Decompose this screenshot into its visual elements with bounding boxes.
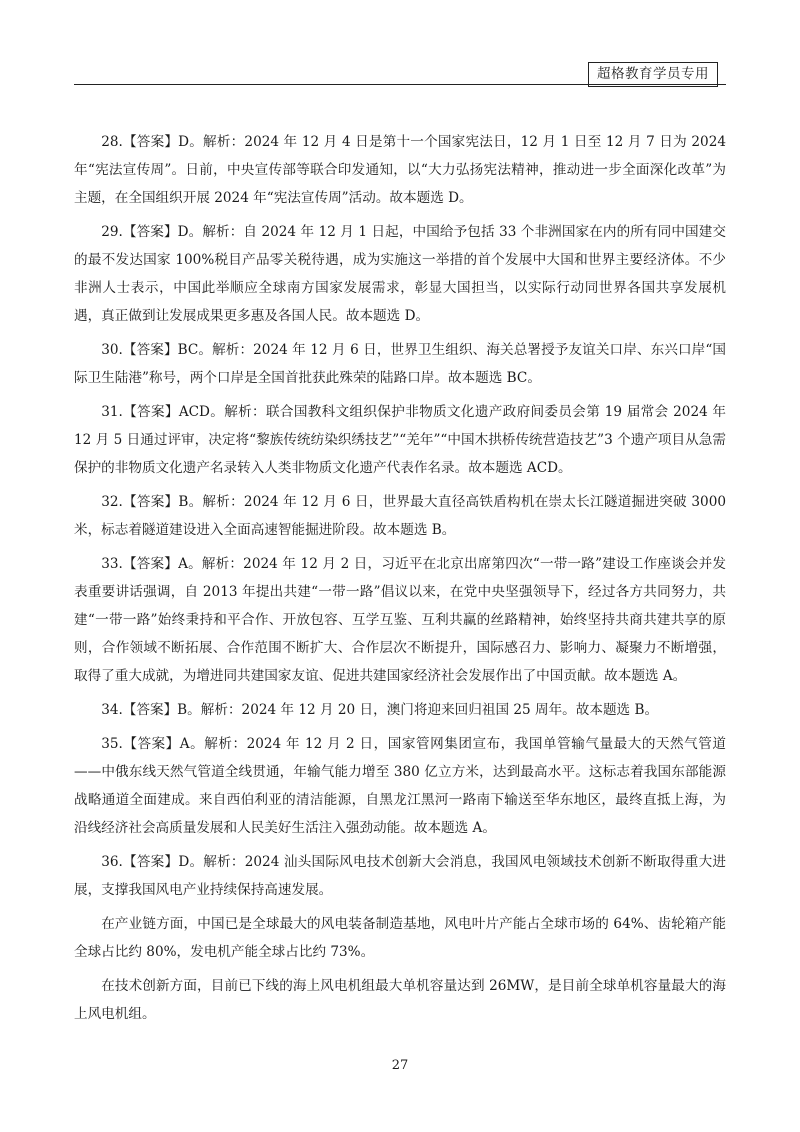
paragraph-q29: 29.【答案】D。解析：自 2024 年 12 月 1 日起，中国给予包括 33 个非洲国家在内的所有同中国建交的最不发达国家 100%税目产品零关税待遇，成为实施这一举措的首个发展中大国和世界主要经济体。不少非洲人士表示，中国此举顺应全球南方国家发展需求，彰显大国担当，以实际行动同世界各国共享发展机遇，真正做到让发展成果更多惠及各国人民。故本题选 D。 (74, 224, 726, 324)
paragraph-q33: 33.【答案】A。解析：2024 年 12 月 2 日，习近平在北京出席第四次“一带一路”建设工作座谈会并发表重要讲话强调，自 2013 年提出共建“一带一路”倡议以来，在党中央坚强领导下，经过各方共同努力，共建“一带一路”始终秉持和平合作、开放包容、互学互鉴、互利共赢的丝路精神，始终坚持共商共建共享的原则，合作领域不断拓展、合作范围不断扩大、合作层次不断提升，国际感召力、影响力、凝聚力不断增强，取得了重大成就，为增进同共建国家友谊、促进共建国家经济社会发展作出了中国贡献。故本题选 A。 (74, 556, 726, 684)
paragraph-q30: 30.【答案】BC。解析：2024 年 12 月 6 日，世界卫生组织、海关总署授予友谊关口岸、东兴口岸“国际卫生陆港”称号，两个口岸是全国首批获此殊荣的陆路口岸。故本题选 BC。 (74, 342, 726, 386)
paragraph-q35: 35.【答案】A。解析：2024 年 12 月 2 日，国家管网集团宣布，我国单管输气量最大的天然气管道——中俄东线天然气管道全线贯通，年输气能力增至 380 亿立方米，达到最高水平。这标志着我国东部能源战略通道全面建成。来自西伯利亚的清洁能源，自黑龙江黑河一路南下输送至华东地区，最终直抵上海，为沿线经济社会高质量发展和人民美好生活注入强劲动能。故本题选 A。 (74, 736, 726, 836)
header-rule (74, 84, 726, 85)
paragraph-q34: 34.【答案】B。解析：2024 年 12 月 20 日，澳门将迎来回归祖国 25 周年。故本题选 B。 (101, 702, 659, 718)
document-body (74, 128, 726, 1034)
paragraph-q36: 36.【答案】D。解析：2024 汕头国际风电技术创新大会消息，我国风电领域技术创新不断取得重大进展，支撑我国风电产业持续保持高速发展。 (74, 854, 726, 898)
paragraph-industry-chain: 在产业链方面，中国已是全球最大的风电装备制造基地，风电叶片产能占全球市场的 64%、齿轮箱产能全球占比约 80%，发电机产能全球占比约 73%。 (74, 916, 726, 960)
paragraph-q31: 31.【答案】ACD。解析：联合国教科文组织保护非物质文化遗产政府间委员会第 19 届常会 2024 年 12 月 5 日通过评审，决定将“黎族传统纺染织绣技艺”“羌年”“中国木拱桥传统营造技艺”3 个遗产项目从急需保护的非物质文化遗产名录转入人类非物质文化遗产代表作名录。故本题选 ACD。 (74, 404, 726, 476)
paragraph-tech-innovation: 在技术创新方面，目前已下线的海上风电机组最大单机容量达到 26MW，是目前全球单机容量最大的海上风电机组。 (74, 978, 726, 1022)
page-number: 27 (391, 1058, 409, 1073)
paragraph-q28: 28.【答案】D。解析：2024 年 12 月 4 日是第十一个国家宪法日，12 月 1 日至 12 月 7 日为 2024 年“宪法宣传周”。日前，中央宣传部等联合印发通知，以“大力弘扬宪法精神，推动进一步全面深化改革”为主题，在全国组织开展 2024 年“宪法宣传周”活动。故本题选 D。 (74, 134, 726, 206)
paragraph-q32: 32.【答案】B。解析：2024 年 12 月 6 日，世界最大直径高铁盾构机在崇太长江隧道掘进突破 3000 米，标志着隧道建设进入全面高速智能掘进阶段。故本题选 B。 (74, 494, 726, 538)
header-badge: 超格教育学员专用 (588, 62, 718, 87)
